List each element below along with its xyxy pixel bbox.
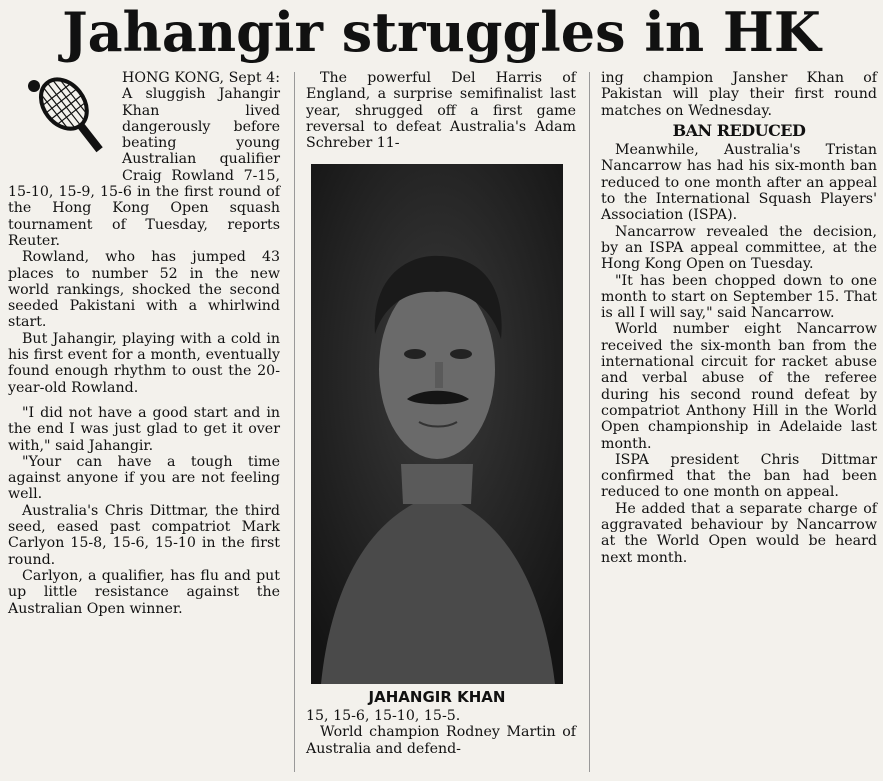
body-paragraph: Meanwhile, Australia's Tristan Nancarrow has had his six-month ban reduced to one month after an appeal to the International Squash Players' Association (ISPA).: [601, 142, 877, 224]
body-paragraph: World number eight Nancarrow received the six-month ban from the international circuit for racket abuse and verbal abuse of the referee during his second round defeat by compatriot Anthony Hill in the World Open championship in Adelaide last month.: [601, 321, 877, 452]
body-paragraph: HONG KONG, Sept 4: A sluggish Jahangir Khan lived dangerously before beating young Australian qualifier Craig Rowland 7-15, 15-10, 15-9, 15-6 in the first round of the Hong Kong Open squash tournament of Tuesday, reports Reuter.: [8, 70, 280, 249]
column-rule: [294, 72, 295, 772]
player-photo: [311, 164, 563, 684]
body-paragraph: "Your can have a tough time against anyone if you are not feeling well.: [8, 453, 280, 503]
subheading: BAN REDUCED: [672, 120, 806, 140]
tennis-racket-icon: [8, 70, 112, 166]
article-column-1: [8, 70, 280, 617]
body-paragraph: Rowland, who has jumped 43 places to number 52 in the new world rankings, shocked the second seeded Pakistani with a whirlwind start.: [8, 249, 280, 331]
body-paragraph: Nancarrow revealed the decision, by an ISPA appeal committee, at the Hong Kong Open on Tuesday.: [601, 223, 877, 273]
article-column-2: [306, 70, 576, 151]
body-paragraph: "I did not have a good start and in the end I was just glad to get it over with," said Jahangir.: [8, 404, 280, 454]
body-paragraph: Carlyon, a qualifier, has flu and put up little resistance against the Australian Open winner.: [8, 567, 280, 617]
body-paragraph: World champion Rodney Martin of Australia and defend-: [306, 724, 576, 757]
body-paragraph: But Jahangir, playing with a cold in his first event for a month, eventually found enough rhythm to oust the 20-year-old Rowland.: [8, 330, 280, 396]
body-paragraph: ISPA president Chris Dittmar confirmed that the ban had been reduced to one month on appeal.: [601, 451, 877, 501]
article-column-2-continued: [306, 708, 576, 757]
article-column-3: [601, 70, 877, 566]
column-rule: [589, 72, 590, 772]
body-paragraph: He added that a separate charge of aggravated behaviour by Nancarrow at the World Open would be heard next month.: [601, 500, 877, 566]
body-paragraph: The powerful Del Harris of England, a surprise semifinalist last year, shrugged off a first game reversal to defeat Australia's Adam Schreber 11-: [306, 70, 576, 152]
body-paragraph: 15, 15-6, 15-10, 15-5.: [306, 708, 461, 724]
body-paragraph: ing champion Jansher Khan of Pakistan will play their first round matches on Wednesday.: [601, 70, 877, 119]
headline: Jahangir struggles in HK: [62, 0, 821, 64]
body-paragraph: Australia's Chris Dittmar, the third seed, eased past compatriot Mark Carlyon 15-8, 15-6, 15-10 in the first round.: [8, 502, 280, 568]
photo-caption: JAHANGIR KHAN: [368, 688, 506, 706]
body-paragraph: "It has been chopped down to one month to start on September 15. That is all I will say," said Nancarrow.: [601, 272, 877, 322]
